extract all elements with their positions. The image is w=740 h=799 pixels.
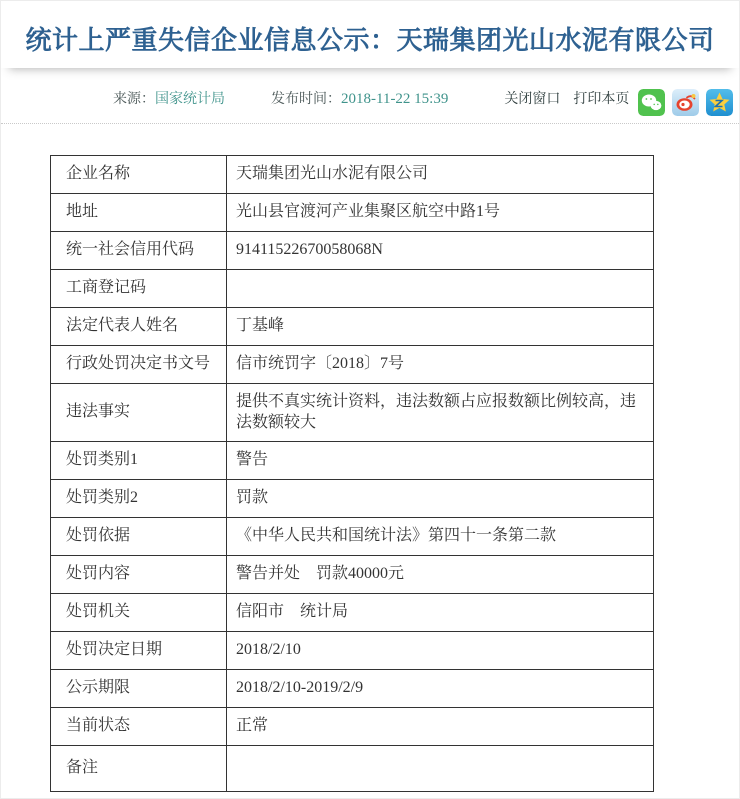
qzone-share-icon[interactable] xyxy=(706,89,733,116)
table-row xyxy=(51,155,654,193)
publish-time-field xyxy=(271,88,448,108)
field-value: 信阳市 统计局 xyxy=(227,593,654,631)
table-row xyxy=(51,669,654,707)
field-value: 《中华人民共和国统计法》第四十一条第二款 xyxy=(227,517,654,555)
table-row xyxy=(51,479,654,517)
field-label: 企业名称 xyxy=(51,155,227,193)
table-row xyxy=(51,231,654,269)
field-label: 处罚类别2 xyxy=(51,479,227,517)
field-value: 警告 xyxy=(227,441,654,479)
field-label: 公示期限 xyxy=(51,669,227,707)
table-row xyxy=(51,593,654,631)
table-row xyxy=(51,193,654,231)
table-row xyxy=(51,631,654,669)
field-value: 2018/2/10 xyxy=(227,631,654,669)
field-label: 当前状态 xyxy=(51,707,227,745)
field-value: 警告并处 罚款40000元 xyxy=(227,555,654,593)
table-row xyxy=(51,269,654,307)
field-label: 备注 xyxy=(51,745,227,791)
field-label: 工商登记码 xyxy=(51,269,227,307)
table-row xyxy=(51,517,654,555)
field-label: 处罚内容 xyxy=(51,555,227,593)
field-value: 正常 xyxy=(227,707,654,745)
table-row xyxy=(51,441,654,479)
field-label: 统一社会信用代码 xyxy=(51,231,227,269)
info-table xyxy=(50,155,654,792)
share-icons xyxy=(638,89,733,116)
field-label: 处罚机关 xyxy=(51,593,227,631)
article-header xyxy=(1,1,739,68)
field-value: 2018/2/10-2019/2/9 xyxy=(227,669,654,707)
field-value: 罚款 xyxy=(227,479,654,517)
field-label: 处罚决定日期 xyxy=(51,631,227,669)
field-value: 信市统罚字〔2018〕7号 xyxy=(227,345,654,383)
field-value: 天瑞集团光山水泥有限公司 xyxy=(227,155,654,193)
field-value: 光山县官渡河产业集聚区航空中路1号 xyxy=(227,193,654,231)
print-page-link[interactable]: 打印本页 xyxy=(573,90,630,107)
source-field xyxy=(113,88,225,108)
publish-time-value: 2018-11-22 15:39 xyxy=(341,91,449,108)
field-label: 地址 xyxy=(51,193,227,231)
table-row xyxy=(51,745,654,791)
window-actions xyxy=(504,88,629,108)
table-row xyxy=(51,707,654,745)
source-label: 来源： xyxy=(113,90,155,107)
field-label: 处罚类别1 xyxy=(51,441,227,479)
weibo-share-icon[interactable] xyxy=(672,89,699,116)
field-label: 处罚依据 xyxy=(51,517,227,555)
wechat-share-icon[interactable] xyxy=(638,89,665,116)
field-label: 法定代表人姓名 xyxy=(51,307,227,345)
field-value xyxy=(227,745,654,791)
table-row xyxy=(51,383,654,441)
field-label: 违法事实 xyxy=(51,383,227,441)
table-row xyxy=(51,345,654,383)
field-value: 91411522670058068N xyxy=(227,231,654,269)
info-table-body xyxy=(51,155,654,791)
field-label: 行政处罚决定书文号 xyxy=(51,345,227,383)
table-row xyxy=(51,307,654,345)
close-window-link[interactable]: 关闭窗口 xyxy=(504,90,561,107)
meta-bar xyxy=(1,68,739,124)
source-link[interactable]: 国家统计局 xyxy=(155,90,225,107)
field-value xyxy=(227,269,654,307)
publish-time-label: 发布时间： xyxy=(271,90,341,107)
table-row xyxy=(51,555,654,593)
page-title: 统计上严重失信企业信息公示：天瑞集团光山水泥有限公司 xyxy=(25,25,715,55)
field-value: 丁基峰 xyxy=(227,307,654,345)
field-value: 提供不真实统计资料，违法数额占应报数额比例较高，违法数额较大 xyxy=(227,383,654,441)
